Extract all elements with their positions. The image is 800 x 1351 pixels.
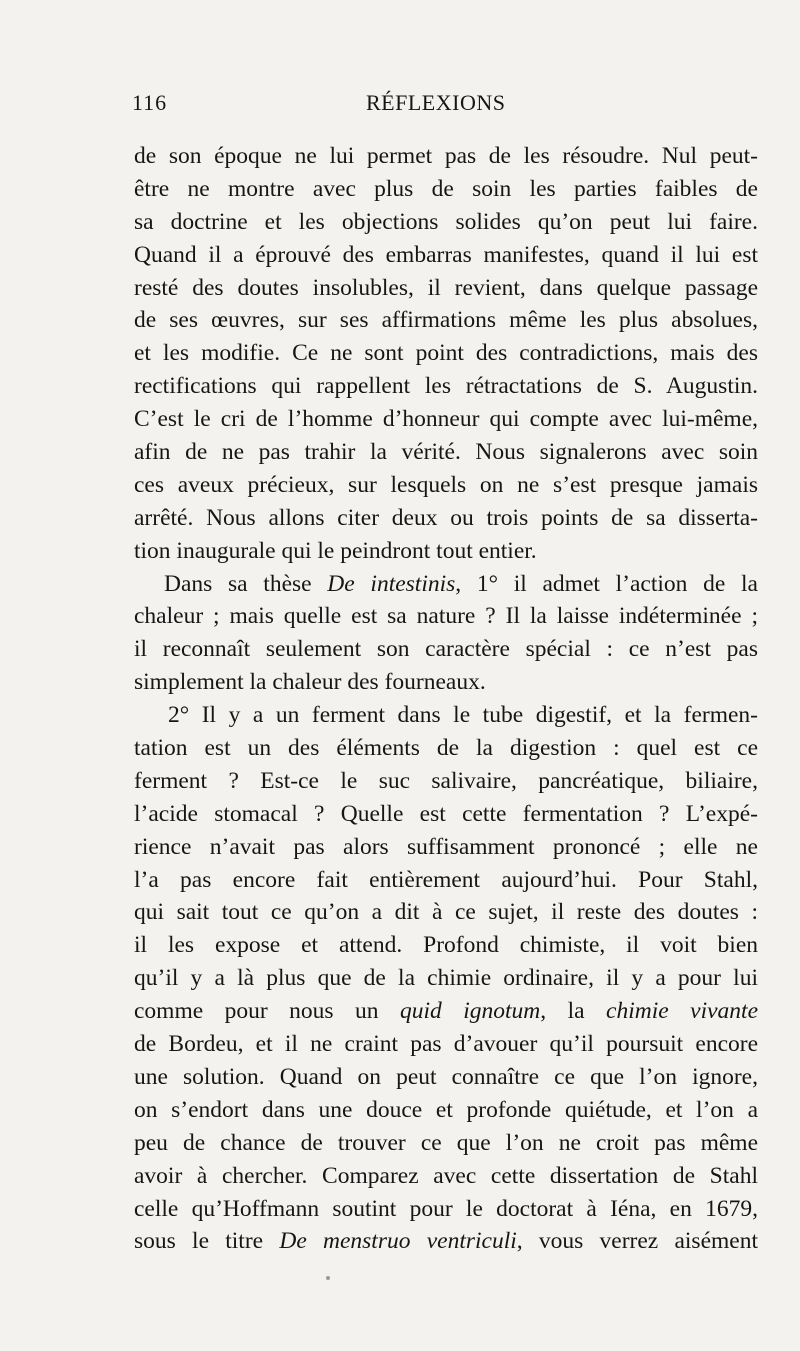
text-line: avoir à chercher. Comparez avec cette dissertation de Stahl: [134, 1162, 758, 1189]
text-line: rience n’avait pas alors suffisamment prononcé ; elle ne: [134, 833, 758, 860]
text-line: [134, 568, 758, 601]
paragraph-3: [134, 699, 758, 1258]
text-line: [134, 995, 758, 1028]
text-span: comme pour nous un: [134, 998, 400, 1025]
italic-phrase: quid ignotum: [400, 998, 541, 1025]
text-line: être ne montre avec plus de soin les parties faibles de: [134, 175, 758, 202]
italic-phrase: chimie vivante: [606, 998, 758, 1025]
text-line: celle qu’Hoffmann soutint pour le doctorat à Iéna, en 1679,: [134, 1195, 758, 1222]
text-line: simplement la chaleur des fourneaux.: [134, 669, 486, 696]
text-line: peu de chance de trouver ce que l’on ne croit pas même: [134, 1129, 758, 1156]
text-line: ferment ? Est-ce le suc salivaire, pancréatique, biliaire,: [134, 767, 758, 794]
text-line: resté des doutes insolubles, il revient, dans quelque passage: [134, 274, 758, 301]
text-line: [134, 1225, 758, 1258]
text-line: de ses œuvres, sur ses affirmations même les plus absolues,: [134, 307, 758, 334]
text-line: qui sait tout ce qu’on a dit à ce sujet, il reste des doutes :: [134, 899, 758, 926]
text-line: tation est un des éléments de la digestion : quel est ce: [134, 735, 758, 762]
text-line: sa doctrine et les objections solides qu’on peut lui faire.: [134, 208, 758, 235]
text-span: , vous verrez aisément: [516, 1228, 758, 1255]
paragraph-1: [134, 140, 758, 568]
text-line: l’a pas encore fait entièrement aujourd’hui. Pour Stahl,: [134, 866, 758, 893]
text-span: , 1° il admet l’action de la: [455, 570, 758, 597]
page-header: [132, 90, 652, 126]
text-line: Quand il a éprouvé des embarras manifestes, quand il lui est: [134, 241, 758, 268]
text-line: il reconnaît seulement son caractère spécial : ce n’est pas: [134, 636, 758, 663]
paragraph-2: [134, 568, 758, 700]
text-line: rectifications qui rappellent les rétractations de S. Augustin.: [134, 373, 758, 400]
text-span: Dans sa thèse: [164, 570, 328, 597]
text-line: 2° Il y a un ferment dans le tube digestif, et la fermen-: [168, 702, 758, 729]
text-line: chaleur ; mais quelle est sa nature ? Il la laisse indéterminée ;: [134, 603, 758, 630]
text-line: de son époque ne lui permet pas de les résoudre. Nul peut-: [134, 143, 758, 169]
text-span: , la: [540, 998, 607, 1025]
text-line: arrêté. Nous allons citer deux ou trois points de sa disserta-: [134, 504, 758, 531]
text-line: afin de ne pas trahir la vérité. Nous signalerons avec soin: [134, 439, 758, 466]
text-line: qu’il y a là plus que de la chimie ordinaire, il y a pour lui: [134, 965, 758, 992]
text-line: l’acide stomacal ? Quelle est cette fermentation ? L’expé-: [134, 800, 758, 827]
text-line: et les modifie. Ce ne sont point des contradictions, mais des: [134, 340, 758, 367]
text-line: ces aveux précieux, sur lesquels on ne s’est presque jamais: [134, 471, 758, 498]
italic-title: De menstruo ventriculi: [279, 1228, 517, 1255]
body-text: [134, 140, 758, 1258]
italic-title: De intestinis: [327, 570, 456, 597]
text-line: il les expose et attend. Profond chimiste, il voit bien: [134, 932, 758, 959]
text-line: tion inaugurale qui le peindront tout entier.: [134, 537, 537, 564]
text-span: sous le titre: [134, 1228, 280, 1255]
text-line: on s’endort dans une douce et profonde quiétude, et l’on a: [134, 1096, 758, 1123]
text-line: de Bordeu, et il ne craint pas d’avouer qu’il poursuit encore: [134, 1031, 758, 1058]
page-number: 116: [132, 90, 168, 115]
text-line: une solution. Quand on peut connaître ce que l’on ignore,: [134, 1063, 758, 1090]
text-line: C’est le cri de l’homme d’honneur qui compte avec lui-même,: [134, 406, 758, 433]
running-title: RÉFLEXIONS: [366, 90, 506, 115]
ink-speck: [326, 1276, 330, 1280]
